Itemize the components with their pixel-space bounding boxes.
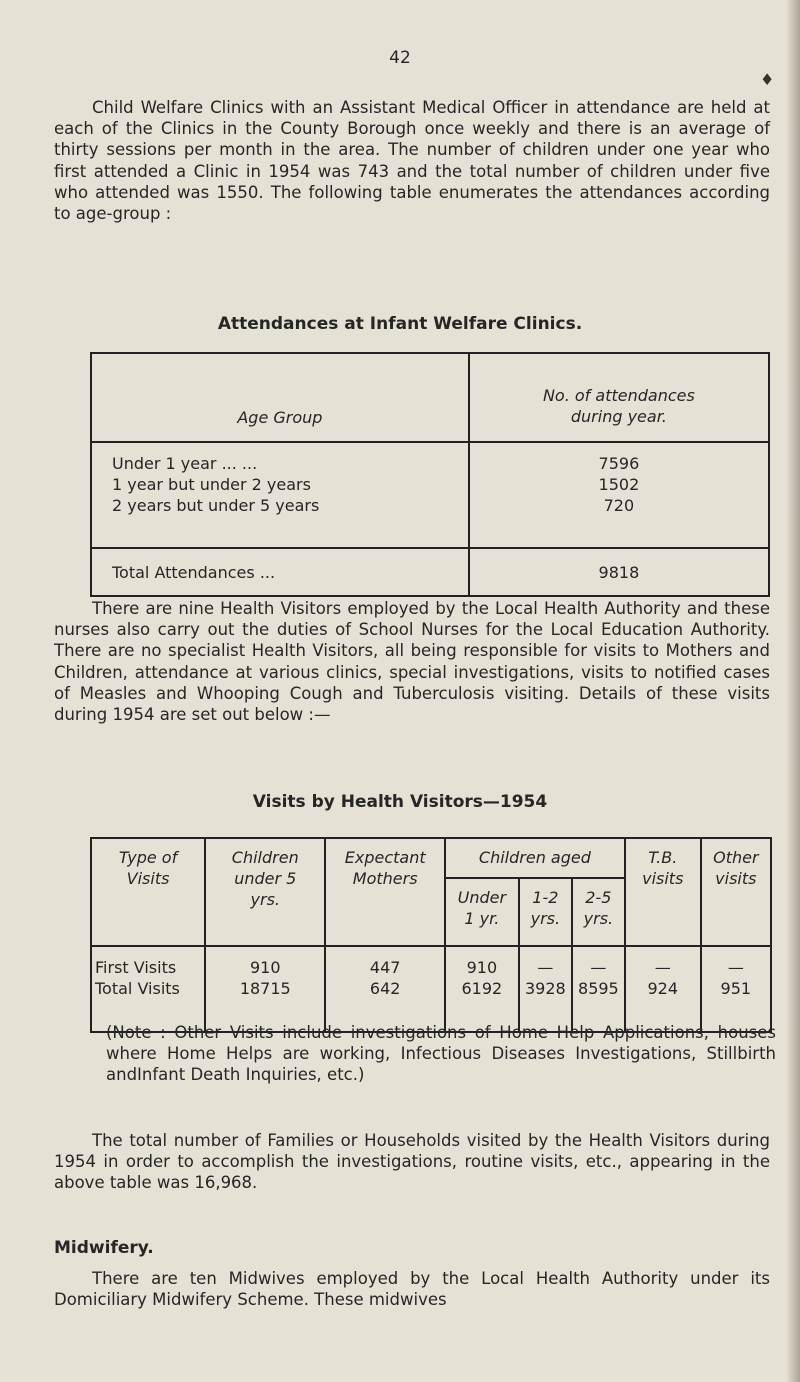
age-group-cell xyxy=(91,442,469,548)
attendances-total-row xyxy=(91,548,769,596)
em-first: 447 xyxy=(369,958,401,977)
tb-cell xyxy=(625,946,701,1032)
attendances-body-row xyxy=(91,442,769,548)
visits-data-row xyxy=(91,946,771,1032)
households-paragraph xyxy=(54,1130,770,1194)
note-paragraph: (Note : Other Visits include investigations of Home Help Applications, houses where Home Helps are working, Infectious Diseases Investigations, Stillbirth andInfant Death Inquiries, etc.) xyxy=(106,1023,776,1085)
c5-total: 18715 xyxy=(239,979,291,998)
header-age-2-5 xyxy=(572,878,625,946)
table2-title: Visits by Health Visitors—1954 xyxy=(252,792,548,812)
a25-total: 8595 xyxy=(578,979,619,998)
page-edge-shadow xyxy=(786,0,800,1382)
age-1-2-cell xyxy=(519,946,572,1032)
header-age-group: Age Group xyxy=(91,353,469,442)
header-children-aged: Children aged xyxy=(445,838,625,878)
visits-table xyxy=(90,837,772,1033)
em-total: 642 xyxy=(369,979,401,998)
header-tb xyxy=(625,838,701,946)
under-1-cell xyxy=(445,946,519,1032)
c5-first: 910 xyxy=(249,958,281,977)
header-expectant-mothers-text: Expectant Mothers xyxy=(344,848,426,888)
intro-paragraph-text: Child Welfare Clinics with an Assistant Medical Officer in attendance are held at each of the Clinics in the County Borough once weekly and there is an average of thirty sessions per month in the area. The number of children under one year who first attended a Clinic in 1954 was 743 and the total number of children under five who attended was 1550. The following table enumerates the attendances according to age-group : xyxy=(54,98,770,224)
attendances-header-row xyxy=(91,353,769,442)
total-label: Total Attendances ... xyxy=(91,548,469,596)
health-visitors-paragraph xyxy=(54,598,770,725)
health-visitors-paragraph-text: There are nine Health Visitors employed by the Local Health Authority and these nurses also carry out the duties of School Nurses for the Local Education Authority. There are no specialist Health Visitors, all being responsible for visits to Mothers and Children, attendance at various clinics, special investigations, visits to notified cases of Measles and Whooping Cough and Tuberculosis visiting. Details of these visits during 1954 are set out below :— xyxy=(54,599,770,725)
tb-total: 924 xyxy=(647,979,679,998)
midwifery-paragraph-text: There are ten Midwives employed by the Local Health Authority under its Domiciliary Midwifery Scheme. These midwives xyxy=(54,1269,770,1310)
children-under-5-cell xyxy=(205,946,325,1032)
type-total-visits: Total Visits xyxy=(95,979,180,998)
header-attendances xyxy=(469,353,769,442)
header-tb-text: T.B. visits xyxy=(642,848,684,888)
value-1-2: 1502 xyxy=(598,475,640,494)
header-children-under-5 xyxy=(205,838,325,946)
u1-total: 6192 xyxy=(461,979,503,998)
header-other xyxy=(701,838,771,946)
a25-first: — xyxy=(590,958,607,977)
header-type-text: Type of Visits xyxy=(118,848,178,888)
value-2-5: 720 xyxy=(603,496,635,515)
header-age-2-5-text: 2-5 yrs. xyxy=(583,888,614,928)
age-row-2-5: 2 years but under 5 years xyxy=(112,496,320,515)
midwifery-paragraph xyxy=(54,1268,770,1310)
header-attendances-text: No. of attendances during year. xyxy=(542,386,695,426)
age-row-1-2: 1 year but under 2 years xyxy=(112,475,311,494)
a12-total: 3928 xyxy=(524,979,566,998)
value-under-1: 7596 xyxy=(598,454,640,473)
header-other-text: Other visits xyxy=(713,848,759,888)
ink-mark: ♦ xyxy=(760,70,775,89)
age-2-5-cell xyxy=(572,946,625,1032)
a12-first: — xyxy=(537,958,554,977)
expectant-mothers-cell xyxy=(325,946,444,1032)
header-children-under-5-text: Children under 5 yrs. xyxy=(231,848,299,909)
attendances-value-cell xyxy=(469,442,769,548)
other-total: 951 xyxy=(720,979,752,998)
tb-first: — xyxy=(654,958,671,977)
header-age-1-2 xyxy=(519,878,572,946)
other-first: — xyxy=(727,958,744,977)
header-under-1-text: Under 1 yr. xyxy=(457,888,507,928)
midwifery-heading: Midwifery. xyxy=(54,1238,154,1258)
u1-first: 910 xyxy=(466,958,498,977)
age-row-under-1: Under 1 year ... ... xyxy=(112,454,258,473)
type-cell xyxy=(91,946,205,1032)
page-number: 42 xyxy=(389,48,411,68)
header-expectant-mothers xyxy=(325,838,444,946)
attendances-table xyxy=(90,352,770,597)
other-cell xyxy=(701,946,771,1032)
intro-paragraph xyxy=(54,97,770,224)
type-first-visits: First Visits xyxy=(95,958,177,977)
header-under-1 xyxy=(445,878,519,946)
header-type xyxy=(91,838,205,946)
visits-header-row-1 xyxy=(91,838,771,878)
households-paragraph-text: The total number of Families or Households visited by the Health Visitors during 1954 in order to accomplish the investigations, routine visits, etc., appearing in the above table was 16,968. xyxy=(54,1131,770,1193)
table1-title: Attendances at Infant Welfare Clinics. xyxy=(217,314,583,334)
total-value: 9818 xyxy=(469,548,769,596)
header-age-1-2-text: 1-2 yrs. xyxy=(530,888,561,928)
